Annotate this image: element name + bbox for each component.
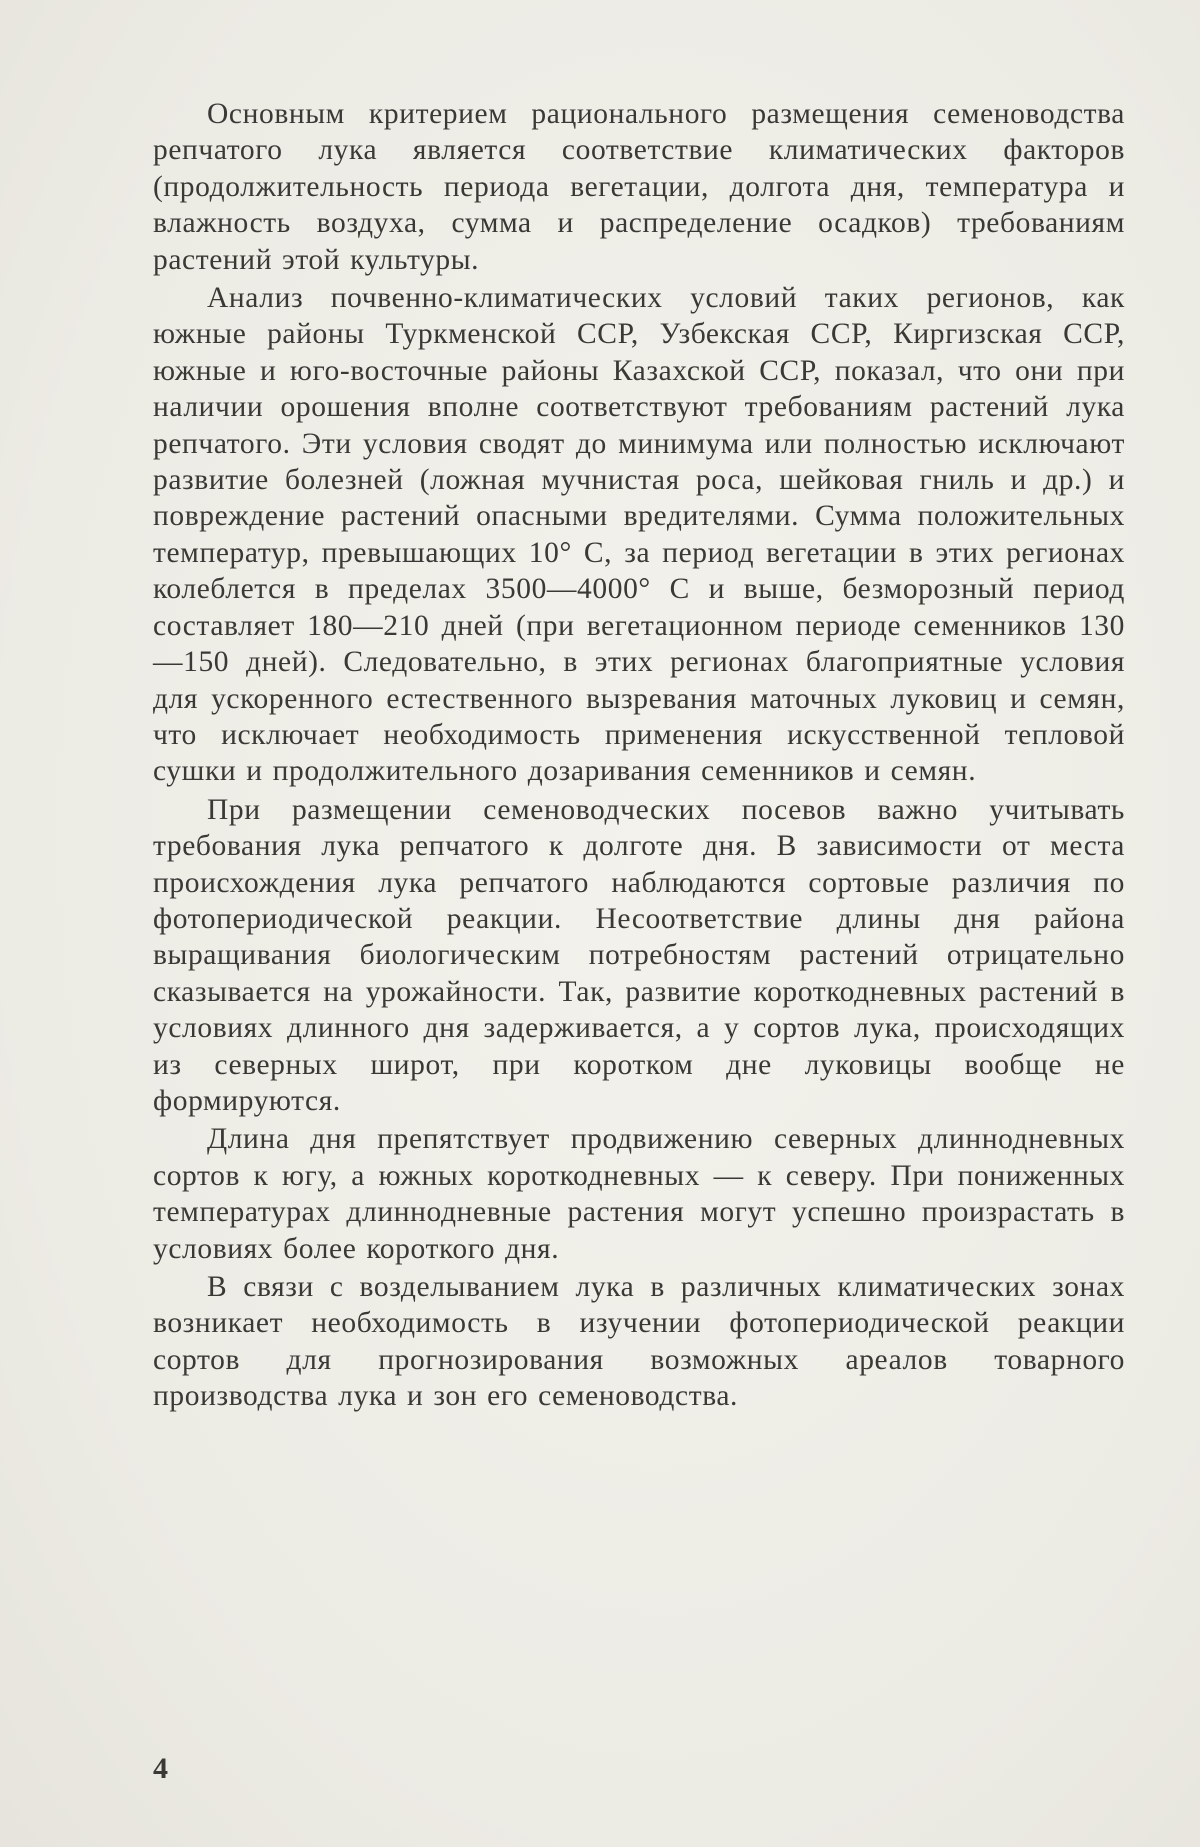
page-number: 4 bbox=[153, 1752, 168, 1785]
paragraph-3: При размещении семеноводческих посевов важно учитывать требования лука репчатого к долготе дня. В зависимости от места происхождения лука репчатого наблюдаются сортовые различия по фотопериодической реакции. Несоответствие длины дня района выращивания биологическим потребностям растений отрицательно сказывается на урожайности. Так, развитие короткодневных растений в условиях длинного дня задерживается, а у сортов лука, происходящих из северных широт, при коротком дне луковицы вообще не формируются. bbox=[153, 793, 1125, 1117]
paragraph-1: Основным критерием рационального размещения семеноводства репчатого лука является соответствие климатических факторов (продолжительность периода вегетации, долгота дня, температура и влажность воздуха, сумма и распределение осадков) требованиям растений этой культуры. bbox=[153, 98, 1125, 276]
paragraph-2: Анализ почвенно-климатических условий таких регионов, как южные районы Туркменской ССР, Узбекская ССР, Киргизская ССР, южные и юго-восточные районы Казахской ССР, показал, что они при наличии орошения вполне соответствуют требованиям растений лука репчатого. Эти условия сводят до минимума или полностью исключают развитие болезней (ложная мучнистая роса, шейковая гниль и др.) и повреждение растений опасными вредителями. Сумма положительных температур, превышающих 10° С, за период вегетации в этих регионах колеблется в пределах 3500—4000° С и выше, безморозный период составляет 180—210 дней (при вегетационном периоде семенников 130—150 дней). Следовательно, в этих регионах благоприятные условия для ускоренного естественного вызревания маточных луковиц и семян, что исключает необходимость применения искусственной тепловой сушки и продолжительного дозаривания семенников и семян. bbox=[153, 282, 1125, 788]
paragraph-4: Длина дня препятствует продвижению северных длиннодневных сортов к югу, а южных короткодневных — к северу. При пониженных температурах длиннодневные растения могут успешно произрастать в условиях более короткого дня. bbox=[153, 1123, 1125, 1265]
paragraph-5: В связи с возделыванием лука в различных климатических зонах возникает необходимость в изучении фотопериодической реакции сортов для прогнозирования возможных ареалов товарного производства лука и зон его семеноводства. bbox=[153, 1271, 1125, 1413]
body-text bbox=[153, 96, 1125, 1417]
